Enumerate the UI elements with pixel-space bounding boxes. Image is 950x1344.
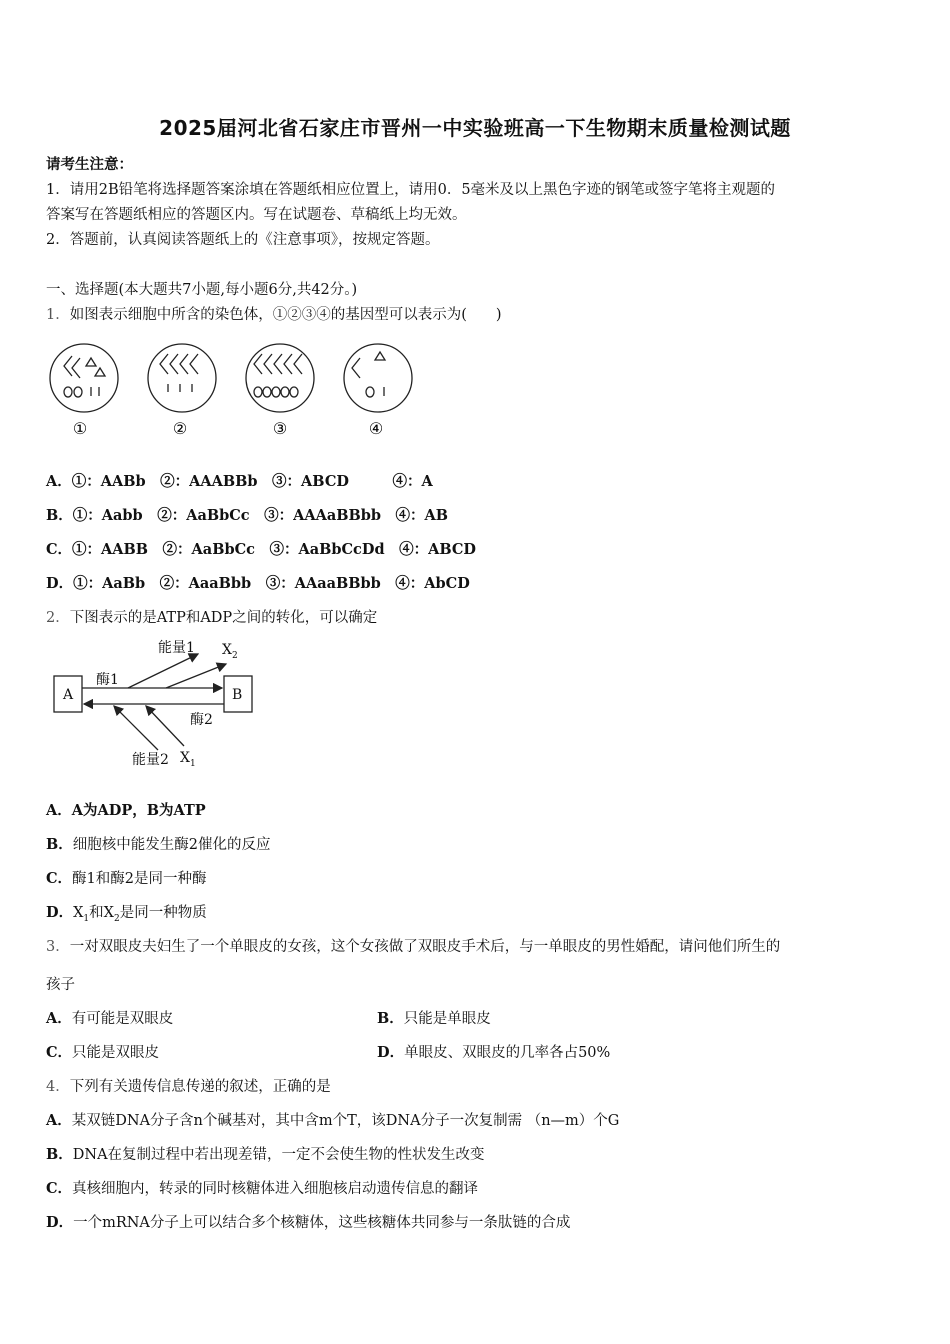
- cell-2: [148, 344, 216, 412]
- q4-stem: [46, 1075, 331, 1096]
- q2-number: 2．: [46, 610, 70, 626]
- cell-4: [344, 344, 412, 412]
- option-text: $X_1$和$X_2$是同一种物质: [73, 905, 207, 924]
- q3-number: 3．: [46, 939, 70, 955]
- option-text: 有可能是双眼皮: [71, 1011, 174, 1027]
- x2-arrow: [166, 664, 226, 688]
- q2-option-c[interactable]: [46, 867, 207, 888]
- q1-option-a[interactable]: [46, 470, 433, 491]
- q1-option-c[interactable]: [46, 538, 476, 559]
- option-letter: C．: [46, 870, 73, 887]
- chromosome-diagram: [44, 334, 424, 444]
- option-letter: D．: [377, 1044, 405, 1061]
- q3-option-a[interactable]: [46, 1007, 173, 1028]
- option-letter: A．: [46, 473, 72, 490]
- option-text: 某双链DNA分子含n个碱基对，其中含m个T，该DNA分子一次复制需 （n—m）个G: [71, 1113, 620, 1129]
- q2-option-b[interactable]: [46, 833, 271, 854]
- option-text: 酶1和酶2是同一种酶: [72, 871, 207, 887]
- cell-3: [246, 344, 314, 412]
- option-text: 一个mRNA分子上可以结合多个核糖体，这些核糖体共同参与一条肽链的合成: [73, 1215, 571, 1231]
- fig-label-3: ③: [272, 419, 288, 438]
- option-letter: B．: [377, 1010, 404, 1027]
- q4-option-c[interactable]: [46, 1177, 478, 1198]
- option-letter: B．: [46, 836, 73, 853]
- fig-label-2: ②: [172, 419, 188, 438]
- q4-option-d[interactable]: [46, 1211, 570, 1232]
- option-letter: D．: [46, 904, 74, 921]
- option-letter: A．: [46, 1010, 72, 1027]
- q3-option-c[interactable]: [46, 1041, 159, 1062]
- q4-option-a[interactable]: [46, 1109, 619, 1130]
- q2-text: 下图表示的是ATP和ADP之间的转化，可以确定: [69, 610, 378, 626]
- option-text: ①：AABB ②：AaBbCc ③：AaBbCcDd ④：ABCD: [72, 541, 476, 558]
- option-letter: C．: [46, 1180, 73, 1197]
- notice-item-1-line-2: 答案写在答题纸相应的答题区内。写在试题卷、草稿纸上均无效。: [46, 207, 467, 223]
- q4-text: 下列有关遗传信息传递的叙述，正确的是: [69, 1079, 331, 1095]
- q4-option-b[interactable]: [46, 1143, 485, 1164]
- q3-text: 一对双眼皮夫妇生了一个单眼皮的女孩，这个女孩做了双眼皮手术后，与一单眼皮的男性婚配，请问他们所生的: [69, 939, 781, 955]
- notice-item-1-line-1: 1．请用2B铅笔将选择题答案涂填在答题纸相应位置上，请用0．5毫米及以上黑色字迹的钢笔或签字笔将主观题的: [46, 182, 776, 198]
- page-title: 2025届河北省石家庄市晋州一中实验班高一下生物期末质量检测试题: [159, 116, 791, 140]
- section-heading: 一、选择题(本大题共7小题,每小题6分,共42分。): [46, 282, 358, 298]
- option-text: 只能是单眼皮: [403, 1011, 491, 1027]
- q3-option-b[interactable]: [377, 1007, 491, 1028]
- option-letter: B．: [46, 507, 73, 524]
- option-text: ①：Aabb ②：AaBbCc ③：AAAaBBbb ④：AB: [72, 507, 449, 524]
- option-letter: C．: [46, 541, 73, 558]
- option-letter: B．: [46, 1146, 73, 1163]
- option-text: ①：AABb ②：AAABBb ③：ABCD ④：A: [71, 473, 433, 490]
- chromosome-figure: [44, 334, 424, 448]
- x2-label: $X_2$: [222, 642, 238, 661]
- option-text: A为ADP，B为ATP: [71, 802, 206, 819]
- box-a-label: A: [63, 687, 74, 703]
- cell-1: [50, 344, 118, 412]
- notice-item-2: 2．答题前，认真阅读答题纸上的《注意事项》，按规定答题。: [46, 232, 440, 248]
- q1-text: 如图表示细胞中所含的染色体，①②③④的基因型可以表示为( ): [69, 307, 502, 323]
- option-text: 真核细胞内，转录的同时核糖体进入细胞核启动遗传信息的翻译: [72, 1181, 479, 1197]
- option-letter: A．: [46, 802, 72, 819]
- x1-arrow: [146, 706, 184, 746]
- energy1-arrow: [128, 654, 198, 688]
- q2-stem: [46, 606, 377, 627]
- q1-option-d[interactable]: [46, 572, 470, 593]
- option-text: DNA在复制过程中若出现差错，一定不会使生物的性状发生改变: [72, 1147, 485, 1163]
- atp-adp-figure: [50, 632, 270, 781]
- enzyme1-label: 酶1: [96, 672, 119, 688]
- q4-number: 4．: [46, 1079, 70, 1095]
- option-letter: C．: [46, 1044, 73, 1061]
- option-letter: D．: [46, 1214, 74, 1231]
- x1-label: $X_1$: [180, 750, 196, 769]
- q3-option-d[interactable]: [377, 1041, 610, 1062]
- box-b-label: B: [232, 687, 243, 703]
- energy2-label: 能量2: [132, 752, 169, 768]
- option-text: ①：AaBb ②：AaaBbb ③：AAaaBBbb ④：AbCD: [73, 575, 470, 592]
- q2-option-a[interactable]: [46, 799, 206, 820]
- option-text: 单眼皮、双眼皮的几率各占50%: [404, 1045, 611, 1061]
- energy1-label: 能量1: [158, 640, 195, 656]
- atp-adp-diagram: [50, 632, 270, 777]
- q3-stem-line-2: 孩子: [46, 977, 75, 993]
- fig-label-4: ④: [368, 419, 384, 438]
- option-letter: D．: [46, 575, 74, 592]
- q3-stem-line-1: [46, 935, 780, 956]
- option-text: 只能是双眼皮: [72, 1045, 160, 1061]
- q1-stem: [46, 303, 502, 324]
- q1-option-b[interactable]: [46, 504, 448, 525]
- option-letter: A．: [46, 1112, 72, 1129]
- q1-number: 1．: [46, 307, 70, 323]
- q2-option-d[interactable]: [46, 901, 207, 924]
- fig-label-1: ①: [72, 419, 88, 438]
- notice-heading: 请考生注意：: [46, 156, 133, 173]
- enzyme2-label: 酶2: [190, 712, 213, 728]
- option-text: 细胞核中能发生酶2催化的反应: [72, 837, 271, 853]
